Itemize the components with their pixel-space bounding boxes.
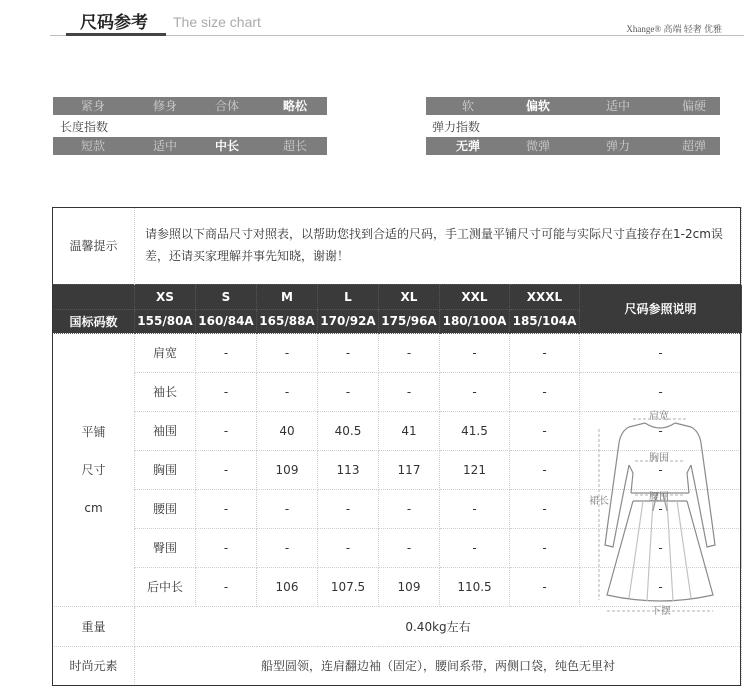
length-index-fit-row: [53, 97, 327, 115]
size-label: XXXL: [510, 284, 580, 309]
standard-size: 185/104A: [510, 309, 580, 333]
measurement-value: -: [580, 528, 742, 567]
measurement-value: 41: [379, 411, 440, 450]
measurement-value: 41.5: [440, 411, 510, 450]
diagram-hem-label: 下摆: [651, 606, 671, 617]
fashion-label: 时尚元素: [53, 646, 135, 685]
fit-option: 紧身: [80, 99, 105, 113]
measurement-value: -: [379, 372, 440, 411]
size-label: L: [318, 284, 379, 309]
weight-label: 重量: [53, 606, 135, 646]
measurement-row: [53, 333, 742, 372]
standard-size: 170/92A: [318, 309, 379, 333]
standard-size: 155/80A: [135, 309, 196, 333]
size-label: M: [257, 284, 318, 309]
hint-label: 温馨提示: [53, 207, 135, 284]
size-label: XS: [135, 284, 196, 309]
size-label: S: [196, 284, 257, 309]
softness-option-active: 偏软: [525, 99, 550, 113]
measurement-name: 胸围: [135, 450, 196, 489]
measurement-value: -: [510, 411, 580, 450]
measurement-value: -: [318, 372, 379, 411]
standard-size: 165/88A: [257, 309, 318, 333]
diagram-waist-label: 腰围: [649, 492, 669, 503]
brand-logo: Xhange® 高端 轻奢 优雅: [626, 24, 722, 34]
size-header-blank: [53, 284, 135, 309]
length-option: 适中: [152, 139, 177, 153]
measurement-value: -: [257, 372, 318, 411]
measurement-value: -: [440, 372, 510, 411]
size-header-row: [53, 284, 742, 309]
fit-option-active: 略松: [282, 99, 307, 113]
measurement-value: -: [257, 528, 318, 567]
length-option: 短款: [80, 139, 105, 153]
length-index-length-row: [53, 137, 327, 155]
group-label-line: 尺寸: [81, 462, 106, 477]
measurement-value: -: [440, 528, 510, 567]
measurement-value: 121: [440, 450, 510, 489]
measurement-name: 袖围: [135, 411, 196, 450]
hint-text: 请参照以下商品尺寸对照表，以帮助您找到合适的尺码，手工测量平铺尺寸可能与实际尺寸直接存在1-2cm误差，还请买家理解并事先知晓，谢谢！: [135, 207, 742, 284]
measurement-value: -: [379, 489, 440, 528]
fit-option: 合体: [214, 99, 239, 113]
stretch-option: 超弹: [681, 139, 706, 153]
measurement-value: -: [379, 528, 440, 567]
standard-size: 180/100A: [440, 309, 510, 333]
measurement-value: -: [196, 333, 257, 372]
stretch-option-active: 无弹: [455, 139, 480, 153]
weight-value: 0.40kg左右: [135, 606, 742, 646]
measurement-value: 107.5: [318, 567, 379, 606]
measurement-value: -: [510, 528, 580, 567]
dress-outline-icon: [585, 395, 735, 620]
chart-reference-header: 尺码参照说明: [580, 284, 742, 333]
measurement-value: 109: [257, 450, 318, 489]
fashion-value: 船型圆领，连肩翻边袖（固定），腰间系带，两侧口袋，纯色无里衬: [135, 646, 742, 685]
standard-size-label: 国标码数: [53, 309, 135, 333]
measurement-value: -: [379, 333, 440, 372]
measurement-value: 106: [257, 567, 318, 606]
measurement-value: -: [510, 450, 580, 489]
measurement-value: -: [196, 528, 257, 567]
elastic-index-stretch-row: [426, 137, 720, 155]
length-option: 超长: [282, 139, 307, 153]
stretch-option: 微弹: [525, 139, 550, 153]
fashion-row: [53, 646, 742, 685]
softness-option: 软: [461, 99, 474, 113]
diagram-length-label: 裙长: [589, 496, 609, 507]
measurement-name: 腰围: [135, 489, 196, 528]
measurement-value: -: [318, 528, 379, 567]
hint-row: [53, 207, 742, 284]
elastic-index-softness-row: [426, 97, 720, 115]
size-label: XXL: [440, 284, 510, 309]
elastic-index-label: 弹力指数: [432, 120, 481, 134]
measurement-value: -: [510, 372, 580, 411]
measurement-value: -: [196, 489, 257, 528]
flat-measure-group-label: [53, 333, 135, 606]
standard-size: 160/84A: [196, 309, 257, 333]
measurement-value: -: [318, 489, 379, 528]
measurement-value: 110.5: [440, 567, 510, 606]
length-index-label: 长度指数: [60, 120, 109, 134]
stretch-option: 弹力: [605, 139, 630, 153]
measurement-value: 113: [318, 450, 379, 489]
measurement-value: -: [510, 333, 580, 372]
garment-diagram: [585, 395, 735, 620]
page-title: 尺码参考: [80, 13, 148, 33]
header-accent-bar: [66, 33, 166, 36]
measurement-value: -: [440, 333, 510, 372]
size-label: XL: [379, 284, 440, 309]
measurement-value: -: [318, 333, 379, 372]
diagram-chest-label: 胸围: [649, 453, 669, 464]
measurement-value: -: [510, 567, 580, 606]
group-label-line: cm: [84, 500, 103, 515]
measurement-value: -: [580, 567, 742, 606]
standard-size: 175/96A: [379, 309, 440, 333]
measurement-name: 肩宽: [135, 333, 196, 372]
measurement-name: 袖长: [135, 372, 196, 411]
fit-option: 修身: [152, 99, 177, 113]
measurement-value: -: [580, 411, 742, 450]
softness-option: 适中: [605, 99, 630, 113]
measurement-value: 117: [379, 450, 440, 489]
measurement-value: -: [580, 450, 742, 489]
page-subtitle: The size chart: [173, 14, 261, 30]
measurement-value: 40: [257, 411, 318, 450]
measurement-value: -: [510, 489, 580, 528]
measurement-value: -: [196, 450, 257, 489]
measurement-value: -: [580, 372, 742, 411]
measurement-value: 109: [379, 567, 440, 606]
measurement-value: -: [257, 489, 318, 528]
measurement-value: -: [196, 567, 257, 606]
measurement-value: -: [580, 333, 742, 372]
group-label-line: 平铺: [81, 424, 106, 439]
measurement-value: -: [196, 411, 257, 450]
measurement-value: -: [440, 489, 510, 528]
length-option-active: 中长: [214, 139, 239, 153]
measurement-value: -: [580, 489, 742, 528]
measurement-value: 40.5: [318, 411, 379, 450]
measurement-value: -: [196, 372, 257, 411]
measurement-name: 臀围: [135, 528, 196, 567]
diagram-shoulder-label: 肩宽: [649, 411, 669, 422]
softness-option: 偏硬: [681, 99, 706, 113]
measurement-name: 后中长: [135, 567, 196, 606]
measurement-value: -: [257, 333, 318, 372]
